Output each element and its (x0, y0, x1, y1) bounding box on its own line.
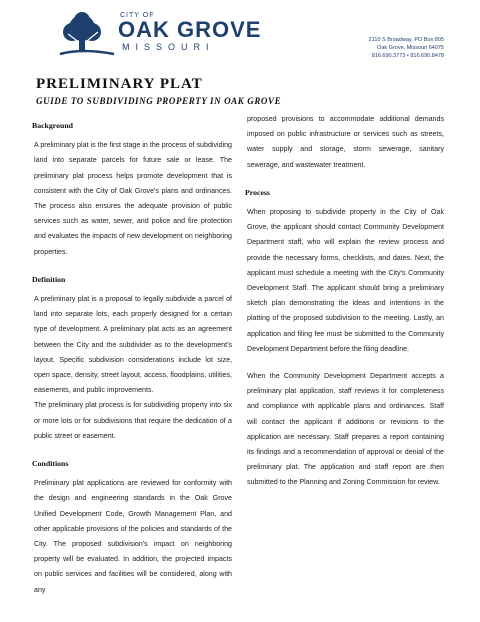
conditions-text: Preliminary plat applications are reviewed for conformity with the design and engineering standards in the Oak Grove Unified Development Code, Growth Management Plan, and other applicable provisions of the policies and standards of the City. The proposed subdivision's impact on neighboring property will be evaluated. In addition, the projected impacts on public services and facilities will be considered, along with any (34, 479, 232, 594)
left-column (34, 116, 232, 610)
background-heading: Background (32, 121, 74, 130)
address-line: 2110 S Broadway, PO Box 805 (368, 37, 444, 43)
city-of-label: CITY OF (120, 12, 155, 19)
state-name: MISSOURI (122, 42, 215, 52)
process-text-1: When proposing to subdivide property in the City of Oak Grove, the applicant should contact Community Development Department staff, who will explain the review process and provide the necessary forms, checklists, and dates. Next, the applicant must schedule a meeting with the City's Community Development Staff. The applicant should bring a preliminary sketch plan demonstrating the ideas and intentions in the platting of the proposed subdivision to the meeting. Lastly, an application and filing fee must be submitted to the Community Development Department before the filing deadline. (247, 208, 444, 353)
letterhead (0, 0, 480, 72)
definition-text-2: The preliminary plat process is for subdividing property into six or more lots or for subdivisions that require the dedication of a public street or easement. (34, 401, 232, 440)
page-title: PRELIMINARY PLAT (36, 76, 203, 92)
conditions-heading: Conditions (32, 459, 69, 469)
right-column (247, 112, 444, 503)
phone-line: 816.690.3773 • 816.690.8478 (371, 53, 444, 59)
background-text: A preliminary plat is the first stage in the process of subdividing land into separate parcels for future sale or lease. The preliminary plat process helps promote development that is consistent with the City of Oak Grove's plans and ordinances. The process also ensures the adequate provision of public services such as water, sewer, and police and fire protection and evaluates the impacts of new development on neighboring properties. (34, 141, 232, 256)
oak-tree-logo-icon (58, 10, 116, 60)
process-text-2: When the Community Development Department accepts a preliminary plat application, staff reviews it for completeness and compliance with applicable plans and ordinances. Staff will contact the applicant if additions or revisions to the application are necessary. Staff prepares a report containing its findings and a recommendation of approval or denial of the preliminary plat. The application and staff report are then submitted to the Planning and Zoning Commission for review. (247, 372, 444, 487)
definition-heading: Definition (32, 274, 66, 284)
contact-block (369, 36, 444, 60)
definition-text-1: A preliminary plat is a proposal to legally subdivide a parcel of land into separate lots, each properly designed for a certain type of development. A preliminary plat acts as an agreement between the City and the subdivider as to the development's layout. Specific subdivision considerations include lot size, open space, density, street layout, access, floodplains, utilities, easements, and public improvements. (34, 295, 232, 395)
city-name: OAK GROVE (118, 17, 262, 42)
process-heading: Process (245, 187, 270, 197)
page-subtitle: GUIDE TO SUBDIVIDING PROPERTY IN OAK GROVE (36, 96, 282, 106)
conditions-text-continued: proposed provisions to accommodate additional demands imposed on public infrastructure or services such as streets, water supply and storage, storm sewerage, sanitary sewerage, and wastewater treatment. (247, 115, 444, 169)
city-brand (118, 12, 261, 52)
city-state-line: Oak Grove, Missouri 64075 (377, 45, 444, 51)
